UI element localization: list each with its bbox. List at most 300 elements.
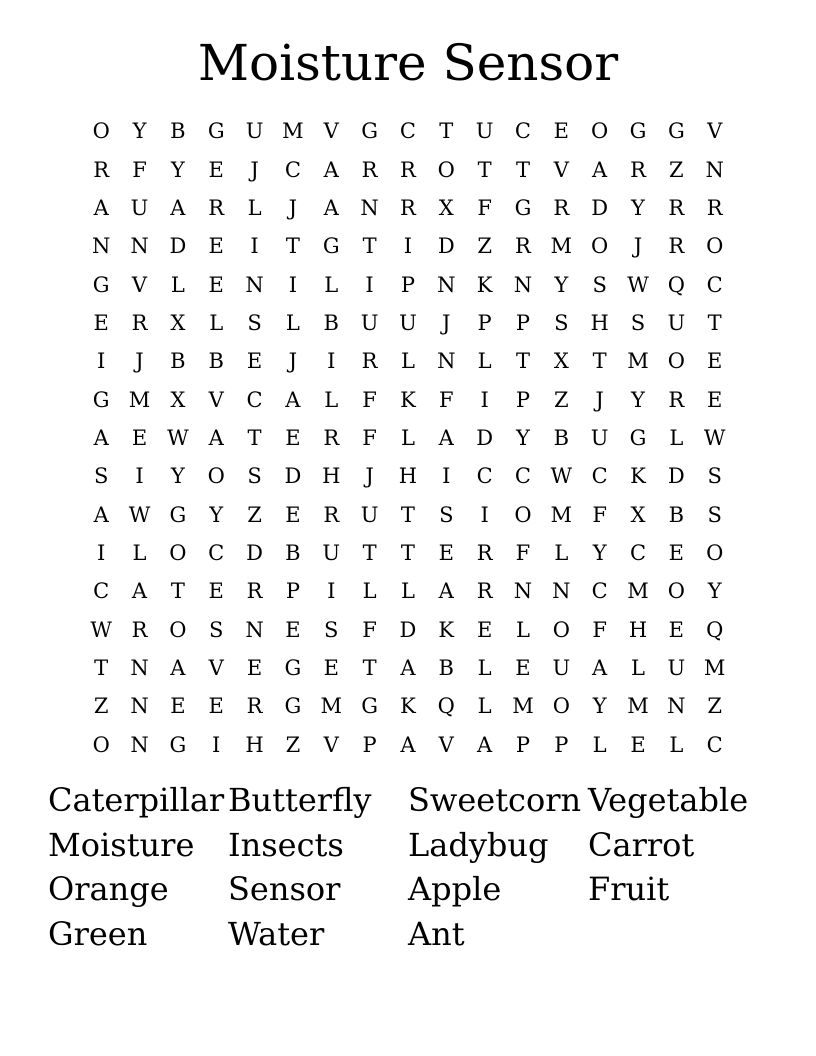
grid-cell: M (550, 234, 573, 259)
grid-cell: S (630, 310, 646, 335)
grid-cell: A (438, 579, 454, 604)
grid-cell: L (400, 349, 415, 374)
grid-cell: U (552, 655, 571, 680)
grid-cell: P (362, 732, 377, 757)
grid-cell: Q (706, 617, 724, 642)
word-list-item: Orange (48, 870, 169, 909)
grid-cell: N (245, 617, 264, 642)
grid-cell: S (439, 502, 454, 527)
word-list-item: Butterfly (228, 781, 372, 819)
grid-cell: S (554, 310, 569, 335)
grid-cell: Y (554, 272, 569, 297)
grid-cell: C (284, 157, 301, 182)
grid-cell: D (667, 464, 685, 489)
grid-cell: Y (516, 425, 530, 450)
grid-cell: T (285, 234, 300, 259)
grid-cell: R (706, 195, 723, 220)
grid-cell: K (476, 272, 493, 297)
grid-cell: G (284, 694, 302, 719)
grid-cell: N (705, 157, 724, 182)
grid-cell: Y (631, 387, 645, 412)
grid-cell: Y (132, 119, 147, 144)
grid-cell: L (515, 617, 530, 642)
grid-cell: G (514, 195, 532, 220)
grid-cell: A (323, 157, 339, 182)
grid-cell: R (476, 540, 493, 565)
grid-cell: L (285, 310, 300, 335)
grid-cell: E (208, 694, 224, 719)
word-list-item: Green (48, 915, 148, 954)
grid-cell: F (515, 540, 531, 565)
grid-cell: A (131, 579, 148, 604)
grid-cell: G (322, 234, 340, 259)
grid-cell: I (403, 234, 413, 259)
grid-cell: Z (477, 234, 492, 259)
grid-cell: I (327, 349, 336, 374)
grid-cell: A (477, 732, 493, 757)
grid-cell: W (90, 617, 112, 642)
grid-cell: E (170, 694, 186, 719)
grid-cell: I (327, 579, 336, 604)
grid-cell: N (437, 349, 456, 374)
grid-cell: U (667, 655, 686, 680)
grid-cell: C (591, 579, 608, 604)
grid-cell: G (629, 119, 647, 144)
grid-cell: V (323, 119, 339, 144)
grid-cell: A (592, 157, 608, 182)
grid-cell: X (170, 387, 186, 412)
grid-cell: T (362, 655, 377, 680)
grid-cell: C (514, 119, 531, 144)
grid-cell: O (207, 464, 225, 489)
grid-cell: E (668, 617, 684, 642)
grid-cell: J (595, 387, 604, 412)
grid-cell: B (170, 119, 186, 144)
grid-cell: L (554, 540, 569, 565)
grid-cell: B (323, 310, 339, 335)
grid-cell: T (362, 540, 377, 565)
grid-cell: E (553, 119, 569, 144)
grid-cell: I (212, 732, 221, 757)
grid-cell: N (130, 694, 149, 719)
grid-cell: V (131, 272, 148, 297)
grid-cell: A (93, 195, 109, 220)
grid-cell: L (400, 579, 415, 604)
grid-cell: K (400, 694, 416, 719)
grid-cell: Y (170, 157, 185, 182)
letter-grid (82, 112, 734, 764)
grid-cell: L (592, 732, 607, 757)
grid-cell: G (207, 119, 225, 144)
grid-cell: J (288, 349, 298, 374)
grid-cell: H (628, 617, 648, 642)
word-list-item: Caterpillar (48, 781, 225, 819)
grid-cell: O (591, 119, 609, 144)
grid-cell: R (323, 502, 340, 527)
grid-cell: R (323, 425, 340, 450)
grid-cell: F (362, 617, 377, 642)
grid-cell: I (97, 349, 106, 374)
grid-cell: O (92, 732, 110, 757)
grid-cell: X (630, 502, 646, 527)
grid-cell: Z (669, 157, 684, 182)
grid-cell: G (284, 655, 302, 680)
grid-cell: N (130, 655, 149, 680)
grid-cell: S (93, 464, 109, 489)
grid-cell: Y (209, 502, 224, 527)
grid-cell: R (93, 157, 110, 182)
grid-cell: L (362, 579, 377, 604)
grid-cell: X (170, 310, 186, 335)
grid-cell: I (442, 464, 451, 489)
grid-cell: G (92, 387, 110, 412)
grid-cell: K (630, 464, 646, 489)
grid-cell: U (245, 119, 264, 144)
grid-cell: O (667, 349, 685, 374)
grid-cell: G (667, 119, 685, 144)
grid-cell: S (592, 272, 607, 297)
grid-cell: R (131, 310, 148, 335)
grid-cell: S (707, 464, 722, 489)
grid-cell: C (93, 579, 110, 604)
grid-cell: A (592, 655, 608, 680)
grid-cell: M (550, 502, 573, 527)
grid-cell: J (633, 234, 643, 259)
grid-cell: T (439, 119, 454, 144)
grid-cell: E (630, 732, 646, 757)
word-list-item: Sweetcorn (408, 781, 582, 819)
grid-cell: E (438, 540, 454, 565)
grid-cell: Q (437, 694, 455, 719)
grid-cell: A (400, 655, 416, 680)
grid-cell: E (285, 425, 301, 450)
grid-cell: T (400, 502, 415, 527)
grid-cell: N (513, 579, 533, 604)
grid-cell: R (668, 387, 685, 412)
grid-cell: T (94, 655, 109, 680)
grid-cell: L (477, 694, 492, 719)
grid-cell: S (247, 464, 262, 489)
grid-cell: U (360, 310, 379, 335)
grid-cell: R (361, 157, 378, 182)
grid-cell: U (475, 119, 494, 144)
grid-cell: J (250, 157, 259, 182)
grid-cell: L (477, 349, 492, 374)
grid-cell: E (246, 655, 263, 680)
grid-cell: N (245, 272, 264, 297)
grid-cell: V (707, 119, 723, 144)
grid-cell: Y (592, 540, 607, 565)
grid-cell: F (592, 617, 607, 642)
word-list-item: Ant (408, 915, 465, 954)
grid-cell: Q (667, 272, 685, 297)
grid-cell: K (438, 617, 455, 642)
grid-cell: M (703, 655, 726, 680)
grid-cell: U (399, 310, 417, 335)
grid-cell: Z (707, 694, 722, 719)
grid-cell: O (552, 694, 570, 719)
grid-cell: M (320, 694, 342, 719)
grid-cell: R (400, 157, 416, 182)
grid-cell: B (438, 655, 454, 680)
grid-cell: O (667, 579, 685, 604)
grid-cell: T (170, 579, 185, 604)
grid-cell: V (553, 157, 569, 182)
grid-cell: Z (554, 387, 569, 412)
grid-cell: Z (247, 502, 262, 527)
grid-cell: R (553, 195, 570, 220)
grid-cell: L (132, 540, 147, 565)
grid-cell: J (135, 349, 144, 374)
grid-cell: L (400, 425, 415, 450)
grid-cell: B (553, 425, 570, 450)
grid-cell: A (93, 502, 109, 527)
grid-cell: E (515, 655, 531, 680)
grid-cell: G (629, 425, 647, 450)
grid-cell: R (515, 234, 531, 259)
grid-cell: E (476, 617, 493, 642)
grid-cell: T (400, 540, 415, 565)
grid-cell: M (512, 694, 534, 719)
grid-cell: E (93, 310, 109, 335)
grid-cell: C (591, 464, 608, 489)
grid-cell: K (400, 387, 416, 412)
grid-cell: Y (592, 694, 607, 719)
grid-cell: E (285, 617, 301, 642)
grid-cell: T (362, 234, 377, 259)
grid-cell: R (361, 349, 378, 374)
grid-cell: R (668, 234, 685, 259)
grid-cell: W (550, 464, 573, 489)
grid-cell: T (515, 157, 530, 182)
grid-cell: J (288, 195, 298, 220)
grid-cell: D (169, 234, 187, 259)
grid-cell: M (627, 349, 649, 374)
grid-cell: E (208, 157, 224, 182)
grid-cell: R (400, 195, 416, 220)
grid-cell: D (246, 540, 263, 565)
grid-cell: W (703, 425, 726, 450)
grid-cell: W (167, 425, 189, 450)
grid-cell: P (554, 732, 569, 757)
grid-cell: G (92, 272, 110, 297)
grid-cell: E (323, 655, 339, 680)
grid-cell: H (322, 464, 341, 489)
grid-cell: I (97, 540, 106, 565)
grid-cell: T (247, 425, 262, 450)
grid-cell: U (360, 502, 379, 527)
grid-cell: U (667, 310, 686, 335)
grid-cell: H (245, 732, 264, 757)
grid-cell: I (135, 464, 144, 489)
grid-cell: C (399, 119, 416, 144)
grid-cell: L (209, 310, 224, 335)
grid-cell: L (324, 387, 339, 412)
grid-cell: I (480, 387, 489, 412)
word-list-item: Fruit (588, 870, 670, 909)
grid-cell: T (707, 310, 722, 335)
grid-cell: L (669, 732, 684, 757)
grid-cell: E (707, 349, 723, 374)
word-list-item: Insects (228, 825, 344, 864)
grid-cell: J (442, 310, 451, 335)
grid-cell: E (208, 579, 224, 604)
grid-cell: E (246, 349, 263, 374)
grid-cell: O (169, 617, 187, 642)
grid-cell: A (400, 732, 416, 757)
grid-cell: J (365, 464, 374, 489)
grid-cell: D (284, 464, 302, 489)
grid-cell: S (707, 502, 722, 527)
grid-cell: L (324, 272, 339, 297)
grid-cell: A (93, 425, 109, 450)
grid-cell: S (247, 310, 262, 335)
grid-cell: A (285, 387, 301, 412)
grid-cell: N (437, 272, 456, 297)
grid-cell: I (288, 272, 298, 297)
grid-cell: A (208, 425, 224, 450)
grid-cell: B (668, 502, 685, 527)
grid-cell: T (592, 349, 607, 374)
grid-cell: P (400, 272, 415, 297)
word-list-item: Vegetable (588, 781, 749, 819)
word-list-item: Ladybug (408, 825, 549, 864)
grid-cell: G (169, 732, 187, 757)
grid-cell: B (208, 349, 224, 374)
grid-cell: R (630, 157, 646, 182)
word-list (48, 778, 788, 957)
grid-cell: N (130, 732, 149, 757)
grid-cell: R (246, 694, 263, 719)
grid-cell: C (629, 540, 647, 565)
grid-cell: B (170, 349, 186, 374)
grid-cell: F (362, 387, 377, 412)
grid-cell: T (477, 157, 492, 182)
grid-cell: N (360, 195, 379, 220)
grid-cell: V (323, 732, 339, 757)
grid-cell: P (515, 310, 531, 335)
grid-cell: P (515, 732, 531, 757)
grid-cell: E (285, 502, 301, 527)
grid-cell: C (514, 464, 531, 489)
grid-cell: E (208, 272, 224, 297)
grid-cell: P (477, 310, 492, 335)
grid-cell: O (706, 234, 724, 259)
grid-cell: C (246, 387, 263, 412)
grid-cell: L (669, 425, 684, 450)
grid-cell: D (476, 425, 494, 450)
grid-cell: S (324, 617, 339, 642)
grid-cell: D (437, 234, 455, 259)
word-list-item: Carrot (588, 825, 695, 864)
grid-cell: C (706, 732, 723, 757)
grid-cell: O (591, 234, 609, 259)
grid-cell: D (399, 617, 417, 642)
grid-cell: O (706, 540, 724, 565)
grid-cell: O (92, 119, 110, 144)
grid-cell: A (170, 195, 186, 220)
word-list-item: Sensor (228, 870, 341, 909)
grid-cell: E (707, 387, 723, 412)
grid-cell: M (627, 579, 649, 604)
grid-cell: F (362, 425, 377, 450)
grid-cell: F (438, 387, 454, 412)
grid-cell: Y (707, 579, 722, 604)
grid-cell: T (515, 349, 530, 374)
grid-cell: E (208, 234, 224, 259)
grid-cell: C (706, 272, 723, 297)
grid-cell: A (170, 655, 186, 680)
grid-cell: I (250, 234, 259, 259)
grid-cell: V (438, 732, 454, 757)
grid-cell: R (668, 195, 685, 220)
grid-cell: B (285, 540, 301, 565)
grid-cell: V (208, 387, 224, 412)
grid-cell: Z (285, 732, 301, 757)
grid-cell: N (130, 234, 149, 259)
grid-cell: D (591, 195, 609, 220)
grid-cell: G (361, 694, 378, 719)
grid-cell: L (247, 195, 262, 220)
grid-cell: P (285, 579, 300, 604)
word-list-item: Apple (408, 870, 502, 909)
grid-cell: C (476, 464, 493, 489)
grid-cell: G (169, 502, 187, 527)
grid-cell: L (170, 272, 185, 297)
grid-cell: O (437, 157, 455, 182)
grid-cell: I (365, 272, 374, 297)
grid-cell: I (480, 502, 489, 527)
grid-cell: N (513, 272, 533, 297)
grid-cell: F (477, 195, 492, 220)
grid-cell: N (552, 579, 571, 604)
grid-cell: A (438, 425, 454, 450)
grid-cell: R (476, 579, 493, 604)
grid-cell: H (590, 310, 609, 335)
grid-cell: Z (93, 694, 109, 719)
grid-cell: H (398, 464, 418, 489)
grid-cell: F (132, 157, 147, 182)
grid-cell: U (130, 195, 149, 220)
grid-cell: U (322, 540, 341, 565)
grid-cell: Y (170, 464, 185, 489)
grid-cell: N (91, 234, 111, 259)
grid-cell: O (169, 540, 187, 565)
grid-cell: W (128, 502, 151, 527)
grid-cell: F (592, 502, 607, 527)
word-list-item: Moisture (48, 825, 195, 864)
grid-cell: V (208, 655, 224, 680)
grid-cell: W (627, 272, 649, 297)
grid-cell: N (667, 694, 686, 719)
grid-cell: X (438, 195, 454, 220)
grid-cell: L (477, 655, 492, 680)
grid-cell: O (514, 502, 532, 527)
word-list-item: Water (228, 915, 325, 954)
grid-cell: U (590, 425, 609, 450)
grid-cell: A (323, 195, 339, 220)
grid-cell: M (128, 387, 151, 412)
grid-cell: E (131, 425, 148, 450)
grid-cell: P (515, 387, 531, 412)
grid-cell: L (631, 655, 645, 680)
grid-cell: C (208, 540, 225, 565)
grid-cell: X (553, 349, 569, 374)
grid-cell: O (552, 617, 570, 642)
grid-cell: E (668, 540, 684, 565)
grid-cell: Y (631, 195, 645, 220)
grid-cell: R (208, 195, 225, 220)
